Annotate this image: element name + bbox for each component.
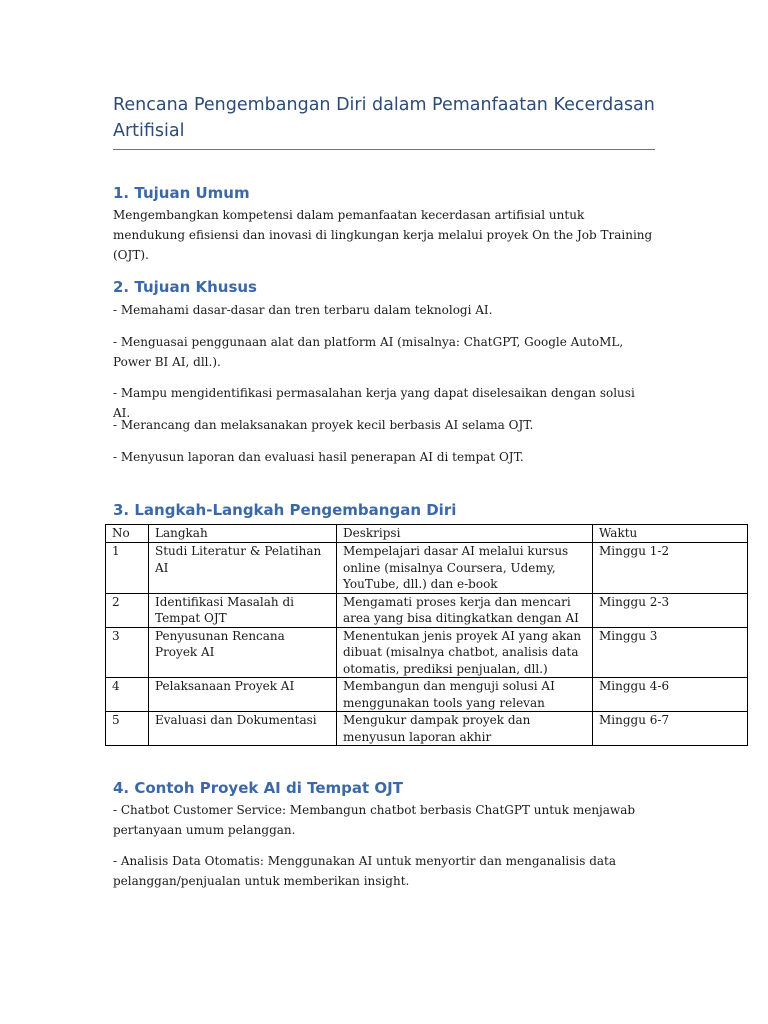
table-row [106, 627, 748, 678]
cell-waktu: Minggu 3 [593, 627, 748, 678]
steps-table [105, 524, 748, 746]
cell-langkah: Identifikasi Masalah di Tempat OJT [149, 593, 337, 627]
table-header-row [106, 525, 748, 543]
header-deskripsi: Deskripsi [337, 525, 593, 543]
cell-no: 4 [106, 678, 149, 712]
header-waktu: Waktu [593, 525, 748, 543]
document-title: Rencana Pengembangan Diri dalam Pemanfaatan Kecerdasan Artifisial [113, 95, 655, 141]
section-heading-tujuan-umum: 1. Tujuan Umum [113, 184, 250, 202]
cell-langkah: Evaluasi dan Dokumentasi [149, 712, 337, 746]
tujuan-khusus-item: - Menguasai penggunaan alat dan platform AI (misalnya: ChatGPT, Google AutoML, Power BI AI, dll.). [113, 335, 624, 369]
contoh-proyek-item: - Analisis Data Otomatis: Menggunakan AI untuk menyortir dan menganalisis data pelanggan/penjualan untuk memberikan insight. [113, 854, 617, 888]
table-row [106, 678, 748, 712]
section-heading-tujuan-khusus: 2. Tujuan Khusus [113, 278, 257, 296]
cell-waktu: Minggu 2-3 [593, 593, 748, 627]
cell-no: 3 [106, 627, 149, 678]
tujuan-khusus-item: - Memahami dasar-dasar dan tren terbaru dalam teknologi AI. [113, 303, 493, 317]
cell-deskripsi: Mengamati proses kerja dan mencari area yang bisa ditingkatkan dengan AI [337, 593, 593, 627]
table-row [106, 543, 748, 594]
tujuan-khusus-item: - Merancang dan melaksanakan proyek kecil berbasis AI selama OJT. [113, 418, 534, 432]
cell-waktu: Minggu 1-2 [593, 543, 748, 594]
cell-langkah: Penyusunan Rencana Proyek AI [149, 627, 337, 678]
contoh-proyek-item: - Chatbot Customer Service: Membangun chatbot berbasis ChatGPT untuk menjawab pertanyaan umum pelanggan. [113, 803, 636, 837]
table-row [106, 593, 748, 627]
header-no: No [106, 525, 149, 543]
tujuan-umum-text: Mengembangkan kompetensi dalam pemanfaatan kecerdasan artifisial untuk mendukung efisiensi dan inovasi di lingkungan kerja melalui proyek On the Job Training (OJT). [113, 208, 653, 262]
cell-langkah: Studi Literatur & Pelatihan AI [149, 543, 337, 594]
cell-deskripsi: Menentukan jenis proyek AI yang akan dibuat (misalnya chatbot, analisis data otomatis, prediksi penjualan, dll.) [337, 627, 593, 678]
cell-waktu: Minggu 4-6 [593, 678, 748, 712]
tujuan-khusus-item: - Menyusun laporan dan evaluasi hasil penerapan AI di tempat OJT. [113, 450, 524, 464]
cell-langkah: Pelaksanaan Proyek AI [149, 678, 337, 712]
cell-no: 2 [106, 593, 149, 627]
cell-deskripsi: Mengukur dampak proyek dan menyusun laporan akhir [337, 712, 593, 746]
title-underline [113, 149, 655, 150]
table-row [106, 712, 748, 746]
header-langkah: Langkah [149, 525, 337, 543]
tujuan-khusus-item: - Mampu mengidentifikasi permasalahan kerja yang dapat diselesaikan dengan solusi AI. [113, 386, 635, 420]
cell-no: 1 [106, 543, 149, 594]
section-heading-langkah: 3. Langkah-Langkah Pengembangan Diri [113, 501, 457, 519]
cell-waktu: Minggu 6-7 [593, 712, 748, 746]
section-heading-contoh-proyek: 4. Contoh Proyek AI di Tempat OJT [113, 779, 403, 797]
cell-no: 5 [106, 712, 149, 746]
cell-deskripsi: Membangun dan menguji solusi AI menggunakan tools yang relevan [337, 678, 593, 712]
cell-deskripsi: Mempelajari dasar AI melalui kursus online (misalnya Coursera, Udemy, YouTube, dll.) dan e-book [337, 543, 593, 594]
